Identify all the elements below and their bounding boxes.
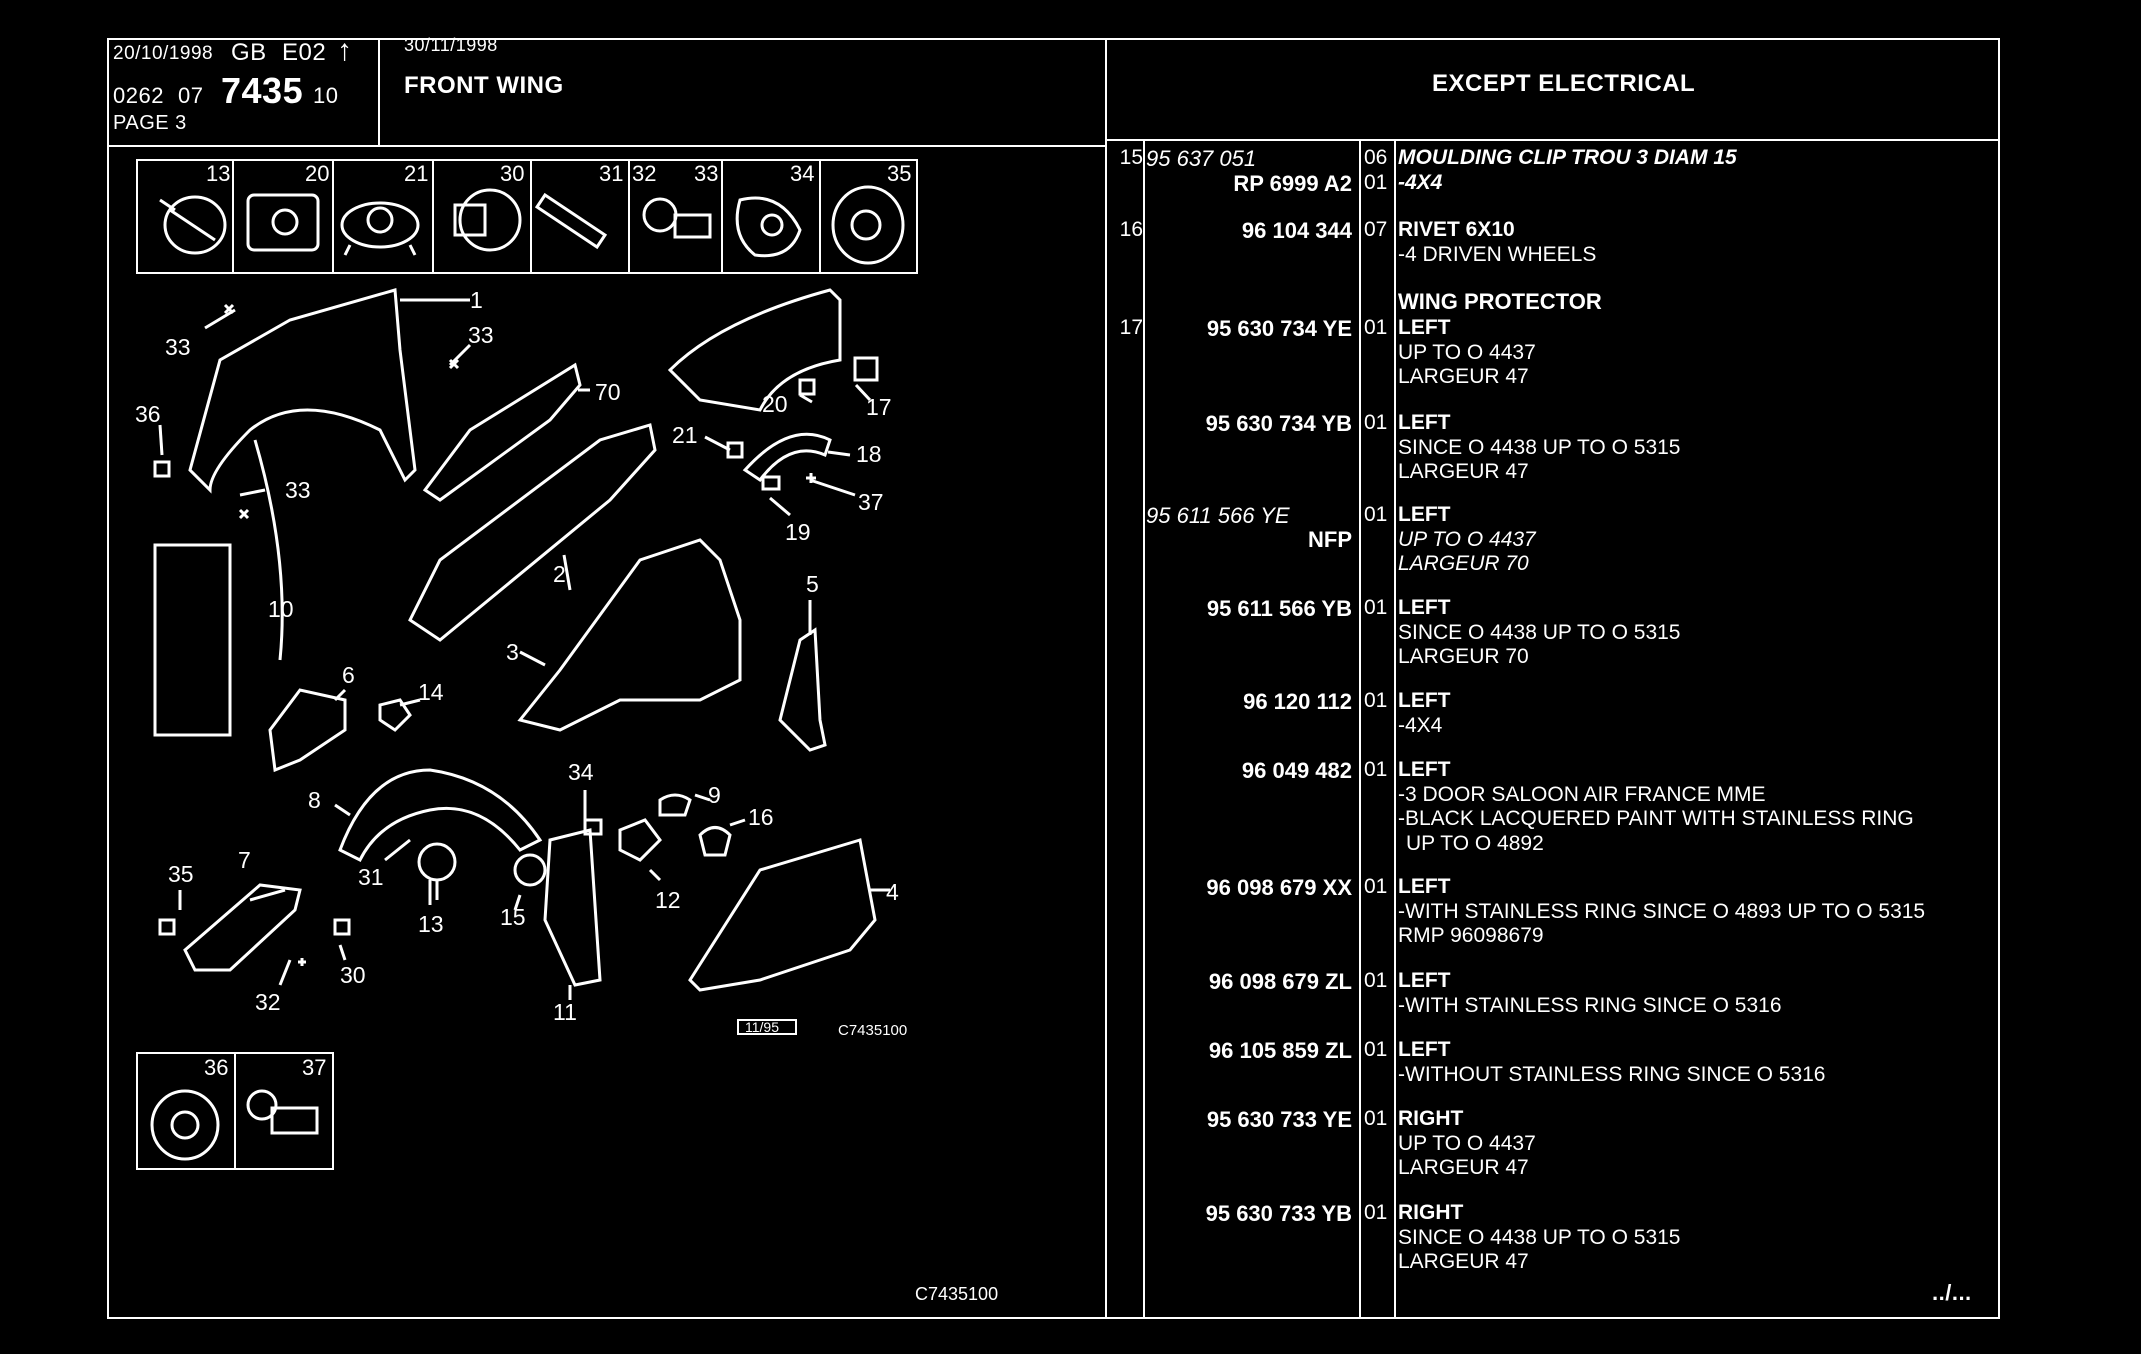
callout-label: 70 [595,379,621,405]
ref-group: 07 [178,83,204,108]
quantity: 01 [1364,1201,1388,1224]
ref-number: 15 [1119,146,1143,169]
callout-label: 8 [308,787,321,813]
part-number[interactable]: 95 611 566 YB [1206,596,1352,621]
callout-label: 3 [506,639,519,665]
page-label: PAGE 3 [113,112,187,134]
description [1398,875,1925,949]
description [1398,1201,1681,1275]
callout-label: 31 [358,864,384,890]
description-line: LEFT [1398,969,1451,992]
thumb-label: 33 [694,161,719,186]
thumb-label: 13 [206,161,231,186]
diagram-code: C7435100 [838,1022,908,1039]
description-line: SINCE O 4438 UP TO O 5315 [1398,1225,1681,1249]
description-line: LARGEUR 47 [1398,365,1529,388]
callout-label: 37 [858,489,884,515]
thumb-label: 37 [302,1055,327,1080]
callout-label: 7 [238,847,251,873]
part-number[interactable]: 95 630 733 YE [1206,1107,1352,1132]
quantity: 01 [1364,411,1388,434]
callout-label: 19 [785,519,811,545]
callout-label: 1 [470,287,483,313]
thumb-label: 36 [204,1055,229,1080]
thumb-label: 32 [632,161,657,186]
callout-label: 12 [655,887,681,913]
quantity: 01 [1364,758,1388,781]
callout-label: 13 [418,911,444,937]
issue-date: 20/10/1998 [113,43,214,64]
part-number[interactable]: 95 630 734 YB [1205,411,1352,436]
quantity: 07 [1364,218,1388,241]
quantity: 06 [1364,146,1388,169]
quantity: 01 [1364,171,1388,194]
part-number[interactable]: 96 049 482 [1241,758,1352,783]
description-line: LEFT [1398,411,1451,434]
section-title: EXCEPT ELECTRICAL [1432,70,1696,97]
callout-label: 32 [255,989,281,1015]
description-line: UP TO O 4892 [1406,831,1544,855]
description-line: MOULDING CLIP TROU 3 DIAM 15 [1398,146,1737,169]
callout-label: 2 [553,561,566,587]
quantity: 01 [1364,596,1388,619]
part-number[interactable]: 96 098 679 ZL [1208,969,1352,994]
thumb-label: 34 [790,161,815,186]
thumb-label: 31 [599,161,624,186]
part-number[interactable]: 96 098 679 XX [1206,875,1352,900]
quantity: 01 [1364,316,1388,339]
callout-label: 34 [568,759,594,785]
part-number[interactable]: 95 637 051 [1146,146,1257,171]
part-number[interactable]: 95 630 733 YB [1205,1201,1352,1226]
callout-label: 16 [748,804,774,830]
description-line: LEFT [1398,316,1451,339]
continued-marker: ../... [1932,1280,1972,1305]
part-number-column [1146,0,1352,1354]
description-line: -WITHOUT STAINLESS RING SINCE O 5316 [1398,1062,1826,1086]
description [1398,969,1782,1018]
quantity: 01 [1364,1107,1388,1130]
description-line: -WITH STAINLESS RING SINCE O 4893 UP TO O 5315 [1398,899,1926,923]
description-line: UP TO O 4437 [1398,527,1536,551]
description-line: UP TO O 4437 [1398,1131,1536,1155]
up-arrow-icon: ↑ [337,34,353,67]
description-line: LEFT [1398,689,1451,712]
description-line: UP TO O 4437 [1398,340,1536,364]
description [1398,316,1536,390]
quantity: 01 [1364,1038,1388,1061]
description-line: LEFT [1398,503,1451,526]
description-line: SINCE O 4438 UP TO O 5315 [1398,435,1681,459]
callout-label: 20 [762,391,788,417]
callout-label: 6 [342,662,355,688]
plate-number: 7435 [221,70,304,111]
description-line: -WITH STAINLESS RING SINCE O 5316 [1398,993,1782,1017]
callout-label: 14 [418,679,444,705]
quantity: 01 [1364,503,1388,526]
part-number[interactable]: 96 105 859 ZL [1208,1038,1352,1063]
callout-label: 35 [168,861,194,887]
description [1398,1038,1825,1087]
callout-label: 15 [500,904,526,930]
callout-label: 36 [135,401,161,427]
callout-label: 17 [866,394,892,420]
callout-label: 4 [886,879,899,905]
page-title: FRONT WING [404,72,564,99]
description-line: LARGEUR 47 [1398,460,1529,483]
description [1398,503,1536,577]
description [1398,411,1681,485]
plate-code: C7435100 [915,1284,999,1304]
part-number[interactable]: 95 630 734 YE [1206,316,1352,341]
description-line: LEFT [1398,758,1451,781]
description-line: -4X4 [1398,713,1443,737]
description-line: SINCE O 4438 UP TO O 5315 [1398,620,1681,644]
callout-label: 9 [708,782,721,808]
group-heading: WING PROTECTOR [1398,289,1602,314]
description-line: -4 DRIVEN WHEELS [1398,242,1597,266]
quantity: 01 [1364,969,1388,992]
part-number[interactable]: 96 120 112 [1243,689,1352,714]
callout-label: 21 [672,422,698,448]
callout-label: 33 [285,477,311,503]
description-line: -4X4 [1398,170,1443,194]
callout-label: 5 [806,571,819,597]
description [1398,689,1451,738]
ref-number: 17 [1119,316,1143,339]
description-line: RMP 96098679 [1398,924,1544,947]
description-line: LARGEUR 47 [1398,1250,1529,1273]
description-line: LARGEUR 70 [1398,645,1529,668]
part-number[interactable]: 96 104 344 [1241,218,1352,243]
description-line: LEFT [1398,1038,1451,1061]
description [1398,596,1681,670]
callout-label: 33 [468,322,494,348]
description-line: LEFT [1398,875,1451,898]
description-line: LEFT [1398,596,1451,619]
description [1398,758,1914,856]
language-code: GB [231,39,267,66]
update-date: 30/11/1998 [404,35,498,55]
part-number[interactable]: 95 611 566 YE [1146,503,1290,528]
part-number[interactable]: RP 6999 A2 [1233,171,1352,196]
description-line: LARGEUR 47 [1398,1156,1529,1179]
ref-prefix: 0262 [113,83,164,108]
callout-label: 30 [340,962,366,988]
part-status: NFP [1308,527,1352,552]
description-line: RIVET 6X10 [1398,218,1515,241]
edition-code: E02 [282,39,327,66]
description-line: RIGHT [1398,1201,1464,1224]
quantity: 01 [1364,689,1388,712]
description [1398,146,1737,195]
description-line: -3 DOOR SALOON AIR FRANCE MME [1398,782,1766,806]
callout-label: 18 [856,441,882,467]
thumb-label: 30 [500,161,525,186]
callout-label: 10 [268,596,294,622]
thumb-label: 20 [305,161,330,186]
ref-suffix: 10 [313,83,339,108]
callout-label: 11 [553,999,577,1025]
thumb-label: 21 [404,161,429,186]
description [1398,218,1596,267]
ref-number: 16 [1119,218,1143,241]
description [1398,1107,1536,1181]
description-line: -BLACK LACQUERED PAINT WITH STAINLESS RING [1398,807,1914,830]
description-line: RIGHT [1398,1107,1464,1130]
callout-label: 33 [165,334,191,360]
description-line: LARGEUR 70 [1398,552,1529,575]
quantity: 01 [1364,875,1388,898]
revision-stamp: 11/95 [745,1019,779,1035]
thumb-label: 35 [887,161,912,186]
